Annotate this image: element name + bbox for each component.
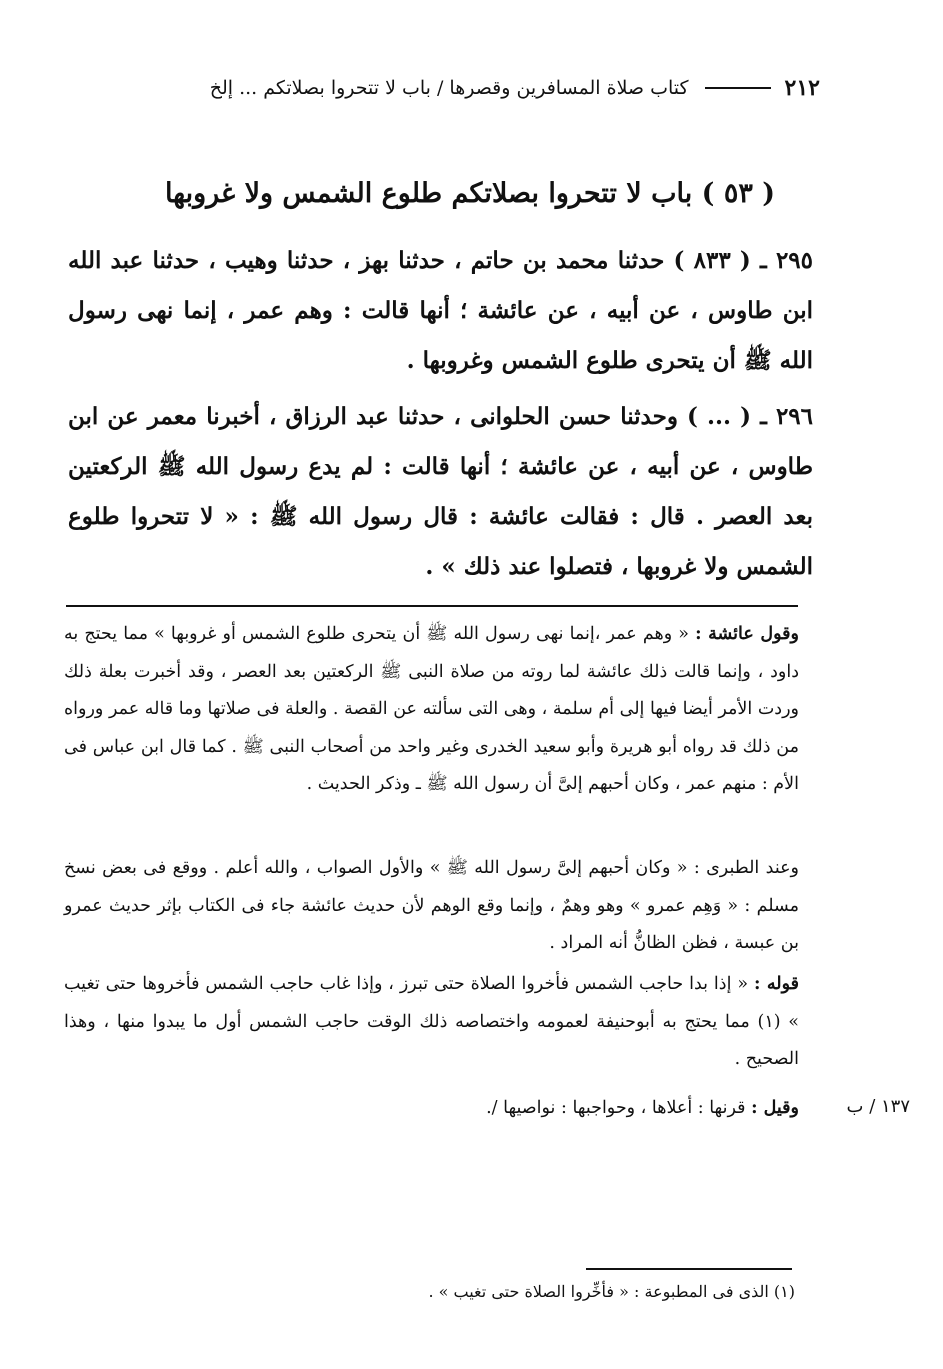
commentary-text: « إذا بدا حاجب الشمس فأخروا الصلاة حتى تبرز ، وإذا غاب حاجب الشمس فأخروها حتى تغيب » (١) مما يحتج به أبوحنيفة لعمومه واختصاصه ذلك الوقت حاجب الشمس أول ما يبدوا منها ، وهذا الصحيح . [64, 974, 799, 1069]
hadith-295: ٢٩٥ ـ ( ٨٣٣ ) حدثنا محمد بن حاتم ، حدثنا بهز ، حدثنا وهيب ، حدثنا عبد الله ابن طاوس ، عن أبيه ، عن عائشة ؛ أنها قالت : وهم عمر ، إنما نهى رسول الله ﷺ أن يتحرى طلوع الشمس وغروبها . [68, 247, 813, 374]
commentary-lead: وقول عائشة : [695, 624, 799, 644]
commentary-paragraph [64, 850, 799, 963]
commentary-lead: قوله : [753, 974, 799, 994]
chapter-title: ( ٥٣ ) باب لا تتحروا بصلاتكم طلوع الشمس ولا غروبها [164, 178, 776, 209]
header-rule [705, 87, 771, 89]
commentary-paragraph [64, 616, 799, 804]
commentary-text: وعند الطبرى : « وكان أحبهم إلىَّ رسول الله ﷺ » والأول الصواب ، والله أعلم . ووقع فى بعض نسخ مسلم : « وَهِم عمرو » وهو وهمٌ ، وإنما وقع الوهم لأن حديث عائشة جاء فى الكتاب بإثر حديث عمرو بن عبسة ، فظن الظانُّ أنه المراد . [64, 858, 799, 953]
commentary-separator [66, 605, 798, 607]
commentary-text: « وهم عمر ،إنما نهى رسول الله ﷺ أن يتحرى طلوع الشمس أو غروبها » مما يحتج به داود ، وإنما قالت ذلك عائشة لما روته من صلاة النبى ﷺ الركعتين بعد العصر ، وقد أخبرت بعلة ذلك وردت الأمر أيضا فيها إلى أم سلمة ، وهى التى سألته عن القصة . والعلة فى صلاتها وما قاله عمر ورواه من ذلك قد رواه أبو هريرة وأبو سعيد الخدرى وغير واحد من أصحاب النبى ﷺ . كما قال ابن عباس فى الأم : منهم عمر ، وكان أحبهم إلىَّ أن رسول الله ﷺ ـ وذكر الحديث . [64, 624, 799, 794]
commentary-paragraph [64, 1090, 799, 1128]
running-title: كتاب صلاة المسافرين وقصرها / باب لا تتحروا بصلاتكم ... إلخ [209, 77, 689, 99]
footnote: (١) الذى فى المطبوعة : « فأخِّروا الصلاة حتى تغيب » . [428, 1282, 795, 1301]
commentary-paragraph [64, 966, 799, 1079]
commentary-lead: وقيل : [751, 1098, 799, 1118]
commentary-text: قرنها : أعلاها ، وحواجبها : نواصيها /. [486, 1098, 746, 1118]
hadith-296: ٢٩٦ ـ ( ... ) وحدثنا حسن الحلوانى ، حدثنا عبد الرزاق ، أخبرنا معمر عن ابن طاوس ، عن أبيه ، عن عائشة ؛ أنها قالت : لم يدع رسول الله ﷺ الركعتين بعد العصر . قال : فقالت عائشة : قال رسول الله ﷺ : « لا تتحروا طلوع الشمس ولا غروبها ، فتصلوا عند ذلك » . [68, 403, 813, 580]
running-header [60, 72, 820, 104]
page-number: ٢١٢ [784, 75, 820, 101]
manuscript-folio-note: ١٣٧ / ب [846, 1096, 910, 1117]
footnote-rule [586, 1268, 792, 1270]
